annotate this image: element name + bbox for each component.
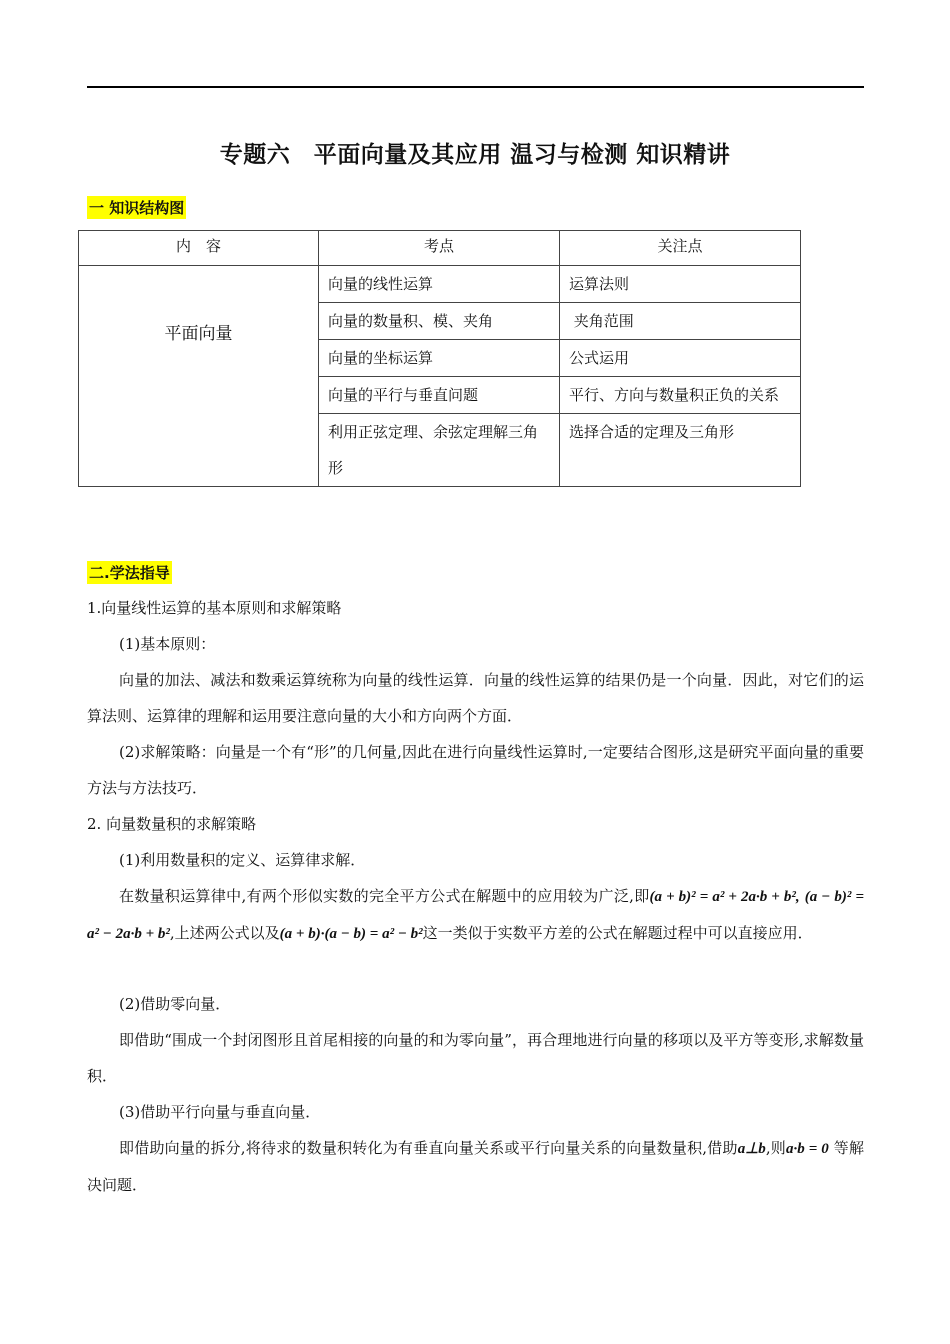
table-header-focus: 关注点 <box>560 231 801 266</box>
table-row <box>79 266 801 303</box>
header-rule <box>87 86 864 88</box>
table-topic-cell: 平面向量 <box>79 266 319 487</box>
table-cell-point: 向量的数量积、模、夹角 <box>319 303 560 340</box>
table-cell-focus: 夹角范围 <box>560 303 801 340</box>
paragraph-body-2-3 <box>87 1130 864 1203</box>
body-text: 在数量积运算律中,有两个形似实数的完全平方公式在解题中的应用较为广泛,即 <box>119 887 650 905</box>
paragraph-body-2-1 <box>87 878 864 952</box>
paragraph-sub-2-3: (3)借助平行向量与垂直向量． <box>119 1103 321 1121</box>
formula-square-sum: (a + b)² = a² + 2a·b + b², <box>649 889 800 905</box>
paragraph-body-2-2: 即借助“围成一个封闭图形且首尾相接的向量的和为零向量”，再合理地进行向量的移项以及平方等变形,求解数量积． <box>87 1031 864 1085</box>
section-heading-study-guide: 二.学法指导 <box>87 561 172 584</box>
paragraph-sub-2-1: (1)利用数量积的定义、运算律求解． <box>119 851 366 869</box>
table-cell-point: 向量的坐标运算 <box>319 340 560 377</box>
formula-perpendicular: a⊥b <box>737 1141 766 1157</box>
body-text: 即借助向量的拆分,将待求的数量积转化为有垂直向量关系或平行向量关系的向量数量积,借助 <box>119 1139 738 1157</box>
table-cell-point: 向量的线性运算 <box>319 266 560 303</box>
formula-product-diff: (a + b)·(a − b) = a² − b² <box>279 926 423 942</box>
paragraph-body-1-2: (2)求解策略：向量是一个有“形”的几何量,因此在进行向量线性运算时,一定要结合图形,这是研究平面向量的重要方法与方法技巧． <box>87 743 864 797</box>
table-cell-point: 向量的平行与垂直问题 <box>319 377 560 414</box>
section-heading-structure: 一 知识结构图 <box>87 196 186 219</box>
table-cell-focus: 公式运用 <box>560 340 801 377</box>
body-text: 这一类似于实数平方差的公式在解题过程中可以直接应用． <box>422 924 813 942</box>
table-header-row <box>79 231 801 266</box>
formula-dot-zero: a·b = 0 <box>786 1141 829 1157</box>
table-cell-point: 利用正弦定理、余弦定理解三角形 <box>319 414 560 487</box>
paragraph-body-1-1: 向量的加法、减法和数乘运算统称为向量的线性运算．向量的线性运算的结果仍是一个向量．因此，对它们的运算法则、运算律的理解和运用要注意向量的大小和方向两个方面． <box>87 671 864 725</box>
body-text: ,上述两公式以及 <box>169 924 280 942</box>
formula-square-diff: (a − b)² = a² − 2a·b + b² <box>87 889 864 942</box>
table-cell-focus: 平行、方向与数量积正负的关系 <box>560 377 801 414</box>
knowledge-structure-table <box>78 230 801 487</box>
table-cell-focus: 选择合适的定理及三角形 <box>560 414 801 487</box>
table-header-content: 内 容 <box>79 231 319 266</box>
table-header-point: 考点 <box>319 231 560 266</box>
body-text: ,则 <box>765 1139 787 1157</box>
table-cell-focus: 运算法则 <box>560 266 801 303</box>
paragraph-sub-2-2: (2)借助零向量． <box>119 995 231 1013</box>
paragraph-heading-1: 1.向量线性运算的基本原则和求解策略 <box>87 599 342 617</box>
body-text: 等解决问题． <box>87 1139 864 1194</box>
page-title: 专题六 平面向量及其应用 温习与检测 知识精讲 <box>219 142 731 168</box>
paragraph-sub-1-1: (1)基本原则： <box>119 635 216 653</box>
paragraph-heading-2: 2. 向量数量积的求解策略 <box>87 815 257 833</box>
